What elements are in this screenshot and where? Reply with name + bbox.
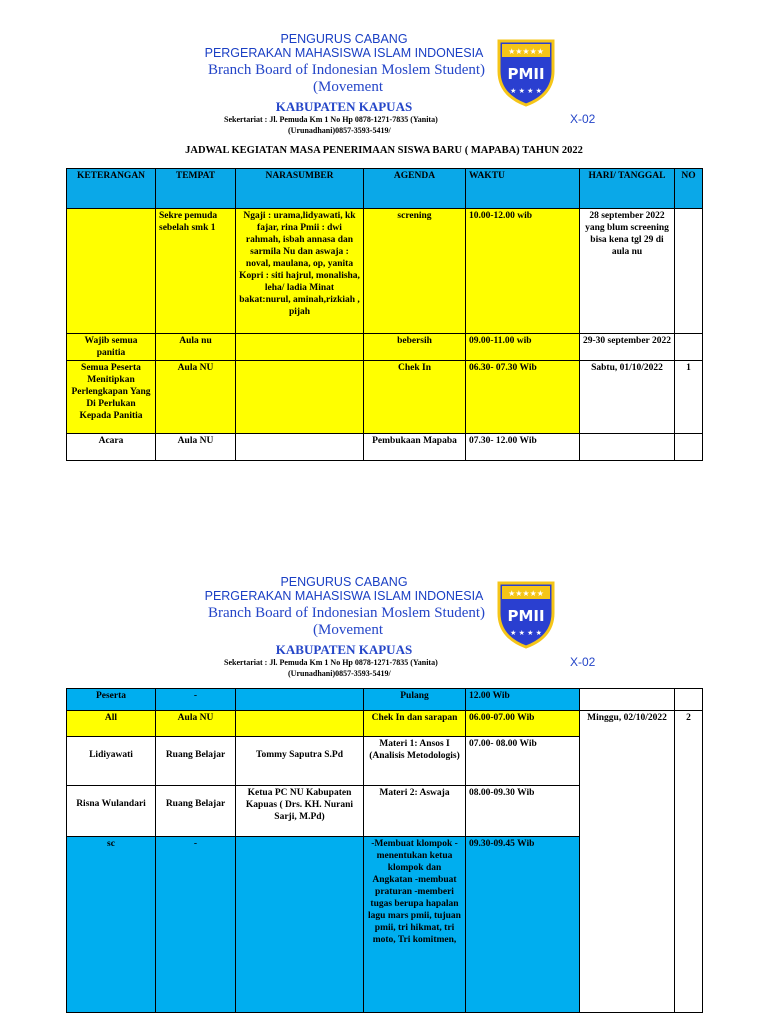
org-line-2: PERGERAKAN MAHASISWA ISLAM INDONESIA	[204, 46, 484, 60]
pmii-logo-icon	[493, 579, 559, 649]
org-line-3: Branch Board of Indonesian Moslem Student)	[208, 605, 486, 621]
table-row: Lidiyawati Ruang Belajar Tommy Saputra S.Pd Materi 1: Ansos I (Analisis Metodologis) 07.00- 08.00 Wib	[67, 737, 703, 786]
org-contact: (Urunadhani)0857-3593-5419/	[288, 126, 391, 135]
pmii-logo-icon	[493, 37, 559, 107]
col-tempat: TEMPAT	[156, 169, 236, 209]
table-row: Peserta - Pulang 12.00 Wib	[67, 689, 703, 711]
doc-code: X-02	[570, 112, 596, 126]
svg-text:PMII: PMII	[507, 607, 545, 625]
org-address: Sekertariat : Jl. Pemuda Km 1 No Hp 0878-1271-7835 (Yanita)	[224, 658, 438, 667]
org-line-4: (Movement	[313, 622, 383, 638]
org-region: KABUPATEN KAPUAS	[275, 642, 413, 657]
org-region: KABUPATEN KAPUAS	[275, 99, 413, 114]
table-row: All Aula NU Chek In dan sarapan 06.00-07.00 Wib Minggu, 02/10/2022 2	[67, 711, 703, 737]
table-row: sc - -Membuat klompok -menentukan ketua klompok dan Angkatan -membuat praturan -memberi tugas berupa hapalan lagu mars pmii, tujuan pmii, tri hikmat, tri moto, Tri komitmen, 09.30-09.45 Wib	[67, 837, 703, 1013]
schedule-table-page-2	[66, 688, 703, 1013]
table-header-row	[67, 169, 703, 209]
svg-text:★ ★ ★ ★: ★ ★ ★ ★	[510, 629, 542, 637]
org-line-1: PENGURUS CABANG	[280, 575, 408, 589]
svg-text:★★★★★: ★★★★★	[508, 47, 544, 56]
col-hari-tanggal: HARI/ TANGGAL	[580, 169, 675, 209]
table-row: Acara Aula NU Pembukaan Mapaba 07.30- 12.00 Wib	[67, 434, 703, 461]
document-title: JADWAL KEGIATAN MASA PENERIMAAN SISWA BARU ( MAPABA) TAHUN 2022	[185, 145, 583, 156]
schedule-table-page-1	[66, 168, 703, 461]
table-row: Wajib semua panitia Aula nu bebersih 09.00-11.00 wib 29-30 september 2022	[67, 334, 703, 361]
table-row: Risna Wulandari Ruang Belajar Ketua PC NU Kabupaten Kapuas ( Drs. KH. Nurani Sarji, M.Pd) Materi 2: Aswaja 08.00-09.30 Wib	[67, 786, 703, 837]
org-contact: (Urunadhani)0857-3593-5419/	[288, 669, 391, 678]
col-agenda: AGENDA	[364, 169, 466, 209]
table-row: Sekre pemuda sebelah smk 1 Ngaji : urama,lidyawati, kk fajar, rina Pmii : dwi rahmah, isbah annasa dan sarmila Nu dan aswaja : noval, maulana, op, yanita Kopri : siti hajrul, monalisha, leha/ ladia Minat bakat:nurul, aminah,rizkiah , pijah screning 10.00-12.00 wib 28 september 2022 yang blum screening bisa kena tgl 29 di aula nu	[67, 209, 703, 334]
doc-code: X-02	[570, 655, 596, 669]
col-waktu: WAKTU	[466, 169, 580, 209]
col-keterangan: KETERANGAN	[67, 169, 156, 209]
letterhead-top	[0, 32, 768, 182]
svg-text:★★★★★: ★★★★★	[508, 589, 544, 598]
table-row: Semua Peserta Menitipkan Perlengkapan Yang Di Perlukan Kepada Panitia Aula NU Chek In 06.30- 07.30 Wib Sabtu, 01/10/2022 1	[67, 361, 703, 434]
svg-text:PMII: PMII	[507, 65, 545, 83]
org-line-4: (Movement	[313, 79, 383, 95]
svg-text:★ ★ ★ ★: ★ ★ ★ ★	[510, 87, 542, 95]
org-line-3: Branch Board of Indonesian Moslem Student)	[208, 62, 486, 78]
org-line-1: PENGURUS CABANG	[280, 32, 408, 46]
org-address: Sekertariat : Jl. Pemuda Km 1 No Hp 0878-1271-7835 (Yanita)	[224, 115, 438, 124]
col-narasumber: NARASUMBER	[236, 169, 364, 209]
org-line-2: PERGERAKAN MAHASISWA ISLAM INDONESIA	[204, 589, 484, 603]
col-no: NO	[675, 169, 703, 209]
